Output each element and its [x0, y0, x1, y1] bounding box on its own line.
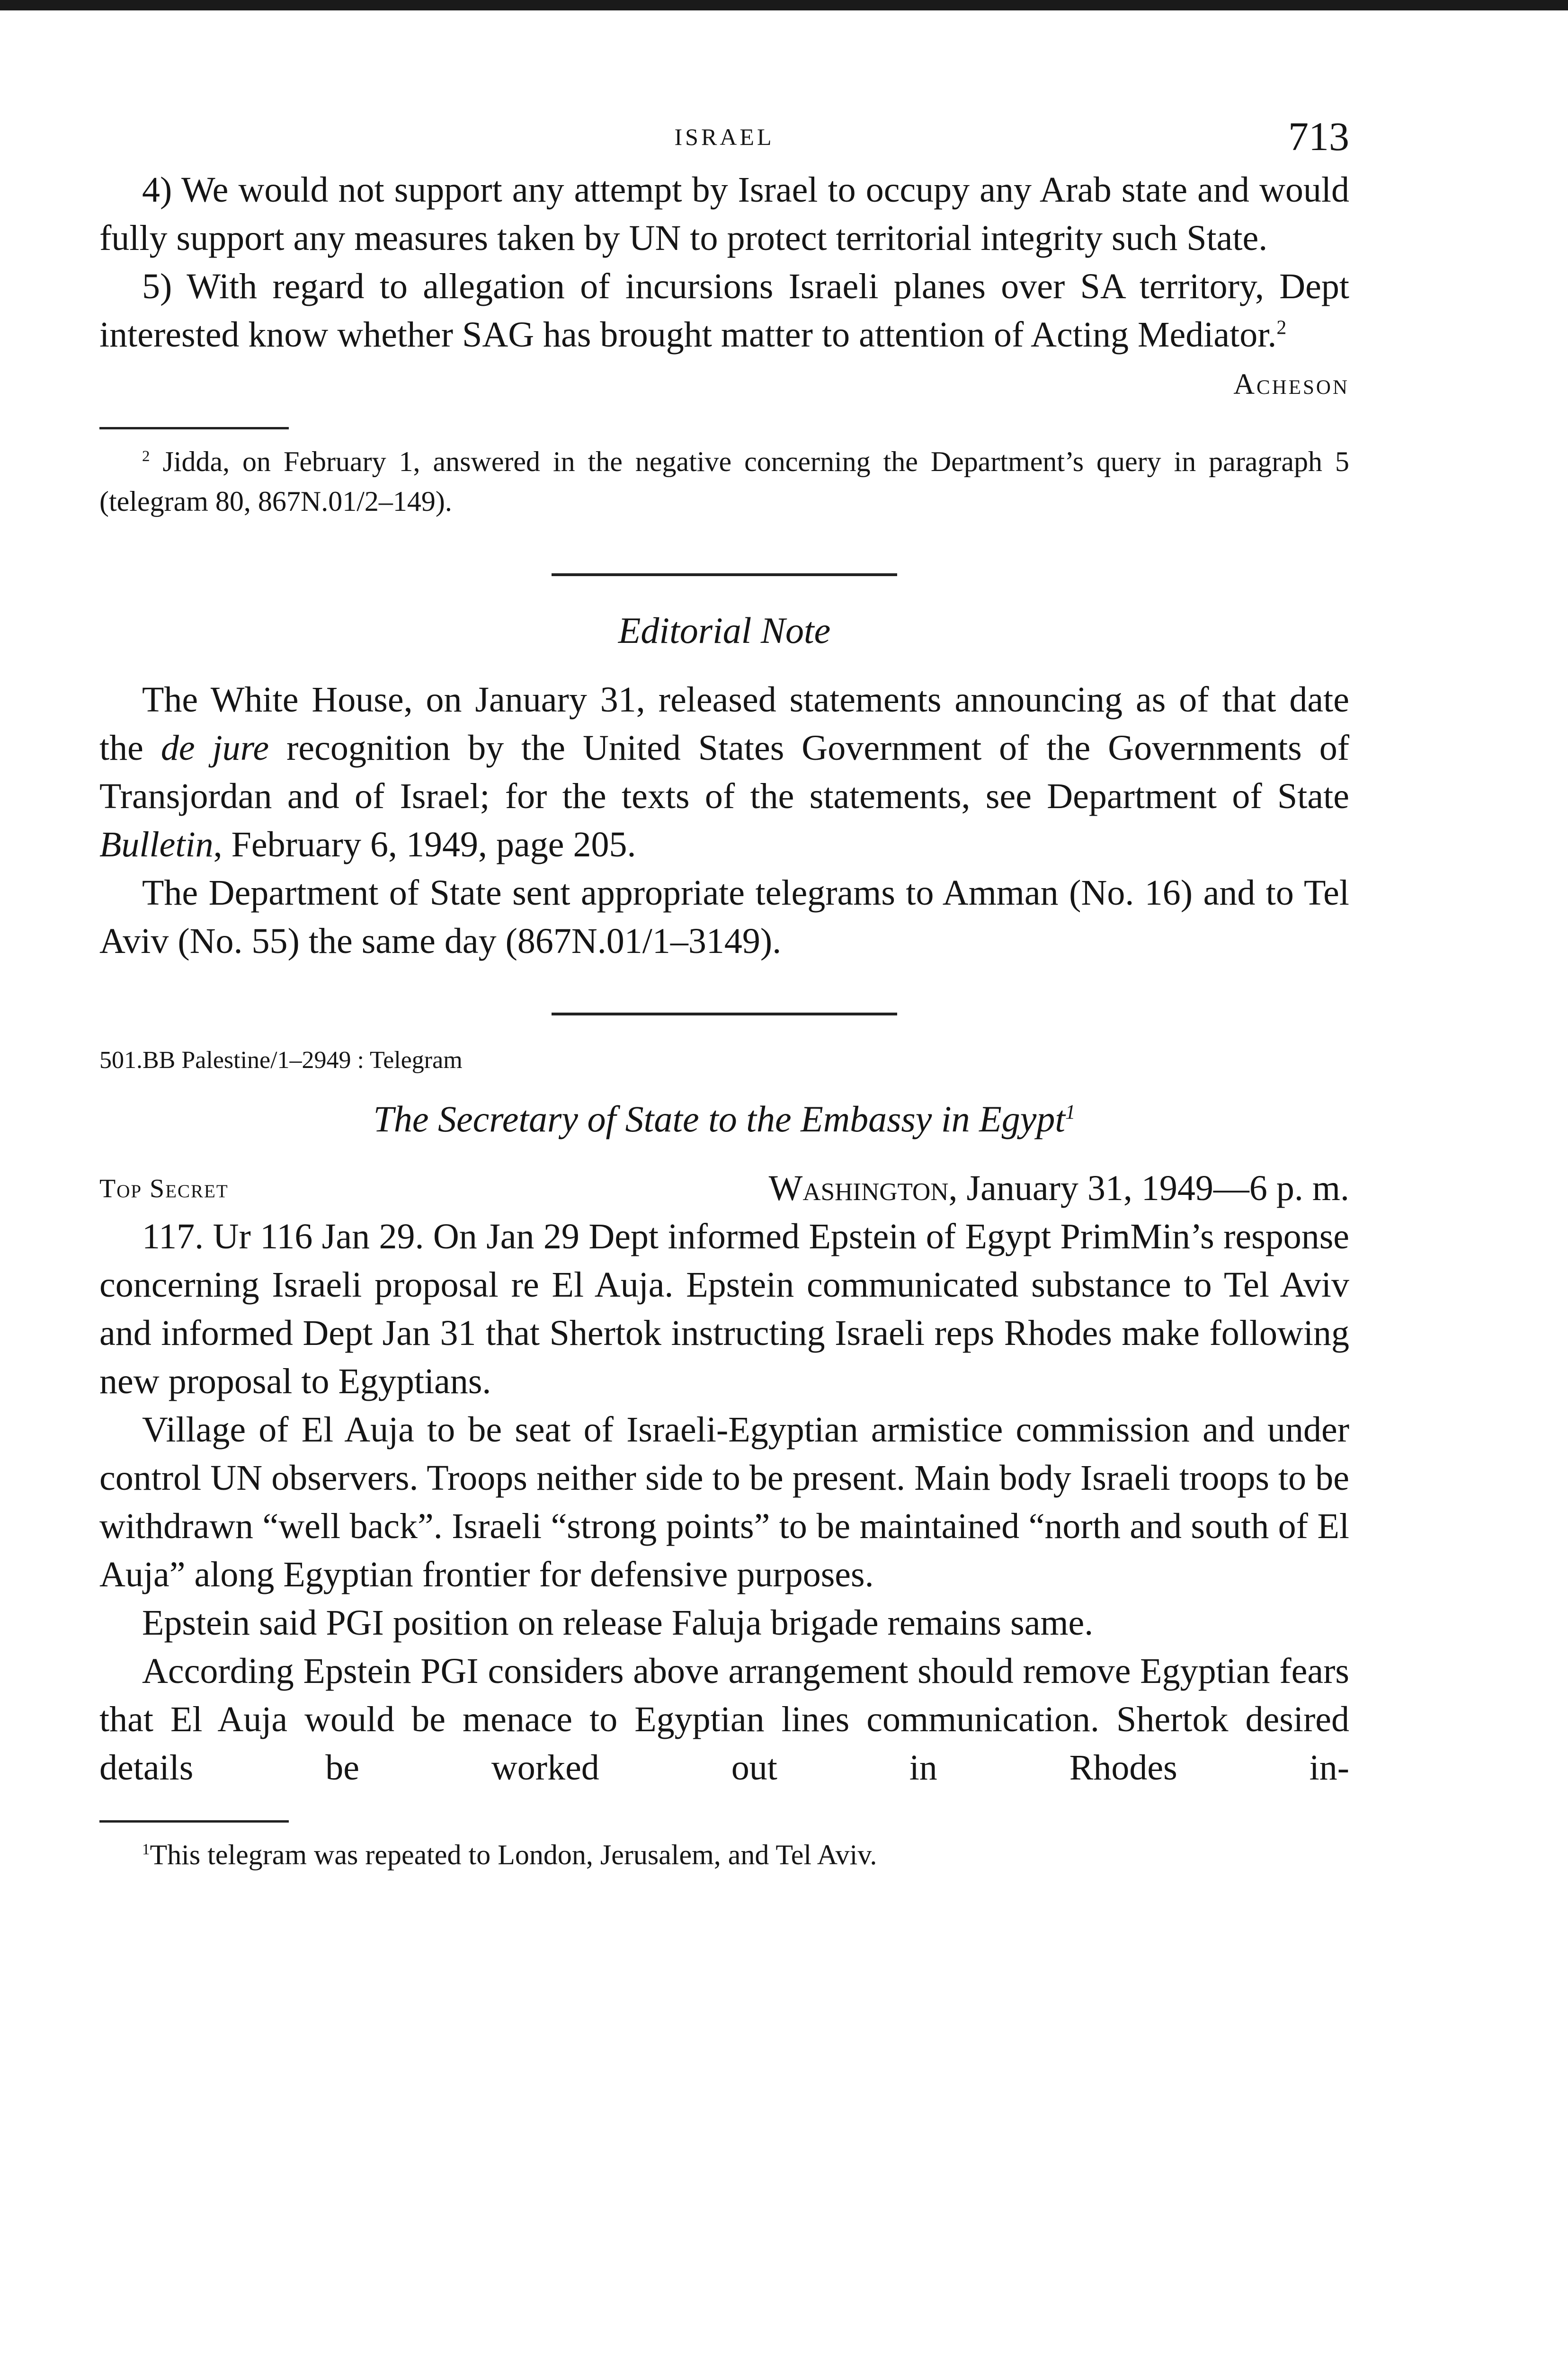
signature: Acheson — [1233, 368, 1349, 400]
page-number: 713 — [1288, 114, 1349, 159]
scan-edge — [0, 0, 1568, 10]
editorial-p1-em1: de jure — [160, 728, 269, 768]
telegram-paragraph: Village of El Auja to be seat of Israeli-Egyptian armistice commission and under control UN observers. Troops neither side to be present. Main body Israeli troops to be withdrawn “well back”. Israeli “strong points” to be maintained “north and south of El Auja” along Egyptian frontier for defensive purposes. — [99, 1410, 1349, 1594]
editorial-paragraph-2: The Department of State sent appropriate telegrams to Amman (No. 16) and to Tel Aviv (No. 55) the same day (867N.01/1–3149). — [99, 873, 1349, 961]
editorial-p1-after: , February 6, 1949, page 205. — [213, 825, 636, 864]
telegram-paragraph: Epstein said PGI position on release Faluja brigade remains same. — [142, 1603, 1094, 1643]
running-title: ISRAEL — [674, 124, 775, 150]
dateline-place: Washington — [768, 1168, 949, 1208]
footnote-1 — [99, 1835, 1349, 1875]
paragraph-5-text: 5) With regard to allegation of incursions Israeli planes over SA territory, Dept interested know whether SAG has brought matter to attention of Acting Mediator. — [99, 267, 1349, 355]
classification: Top Secret — [99, 1174, 229, 1203]
editorial-p1-before: The White House, on January 31, released statements announcing as of that date the — [99, 680, 1349, 768]
footnote-ref-2: 2 — [1276, 317, 1287, 339]
classification-line — [99, 1164, 1349, 1212]
footnote-1-text: This telegram was repeated to London, Jerusalem, and Tel Aviv. — [150, 1839, 877, 1870]
dateline-rest: , January 31, 1949—6 p. m. — [948, 1168, 1349, 1208]
editorial-paragraph-1 — [99, 676, 1349, 869]
telegram-paragraph: 117. Ur 116 Jan 29. On Jan 29 Dept informed Epstein of Egypt PrimMin’s response concerning Israeli proposal re El Auja. Epstein communicated substance to Tel Aviv and informed Dept Jan 31 that Shertok instructing Israeli reps Rhodes make following new proposal to Egyptians. — [99, 1217, 1349, 1401]
dateline — [769, 1164, 1349, 1212]
editorial-p1-mid: recognition by the United States Government of the Governments of Transjordan and of Israel; for the texts of the statements, see Department of State — [99, 728, 1349, 816]
file-reference: 501.BB Palestine/1–2949 : Telegram — [99, 1047, 463, 1074]
paragraph-5 — [99, 262, 1349, 359]
document-title-text: The Secretary of State to the Embassy in Egypt — [373, 1098, 1066, 1139]
paragraph-4: 4) We would not support any attempt by Israel to occupy any Arab state and would fully support any measures taken by UN to protect territorial integrity such State. — [99, 170, 1349, 258]
document-title — [99, 1093, 1349, 1145]
footnote-2 — [99, 442, 1349, 521]
footnote-2-text: Jidda, on February 1, answered in the negative concerning the Department’s query in paragraph 5 (telegram 80, 867N.01/2–149). — [99, 446, 1349, 517]
telegram-paragraph: According Epstein PGI considers above arrangement should remove Egyptian fears that El Auja would be menace to Egyptian lines communication. Shertok desired details be worked out in Rhodes in- — [99, 1651, 1349, 1788]
footnote-rule — [99, 427, 289, 429]
editorial-p1-em2: Bulletin — [99, 825, 214, 864]
footnote-rule-2 — [99, 1820, 289, 1823]
footnote-1-marker: 1 — [142, 1841, 150, 1858]
document-page — [99, 104, 1349, 1875]
footnote-ref-1: 1 — [1065, 1101, 1076, 1123]
editorial-note-heading: Editorial Note — [618, 610, 831, 651]
running-head — [99, 104, 1349, 166]
footnote-2-marker: 2 — [142, 448, 150, 465]
